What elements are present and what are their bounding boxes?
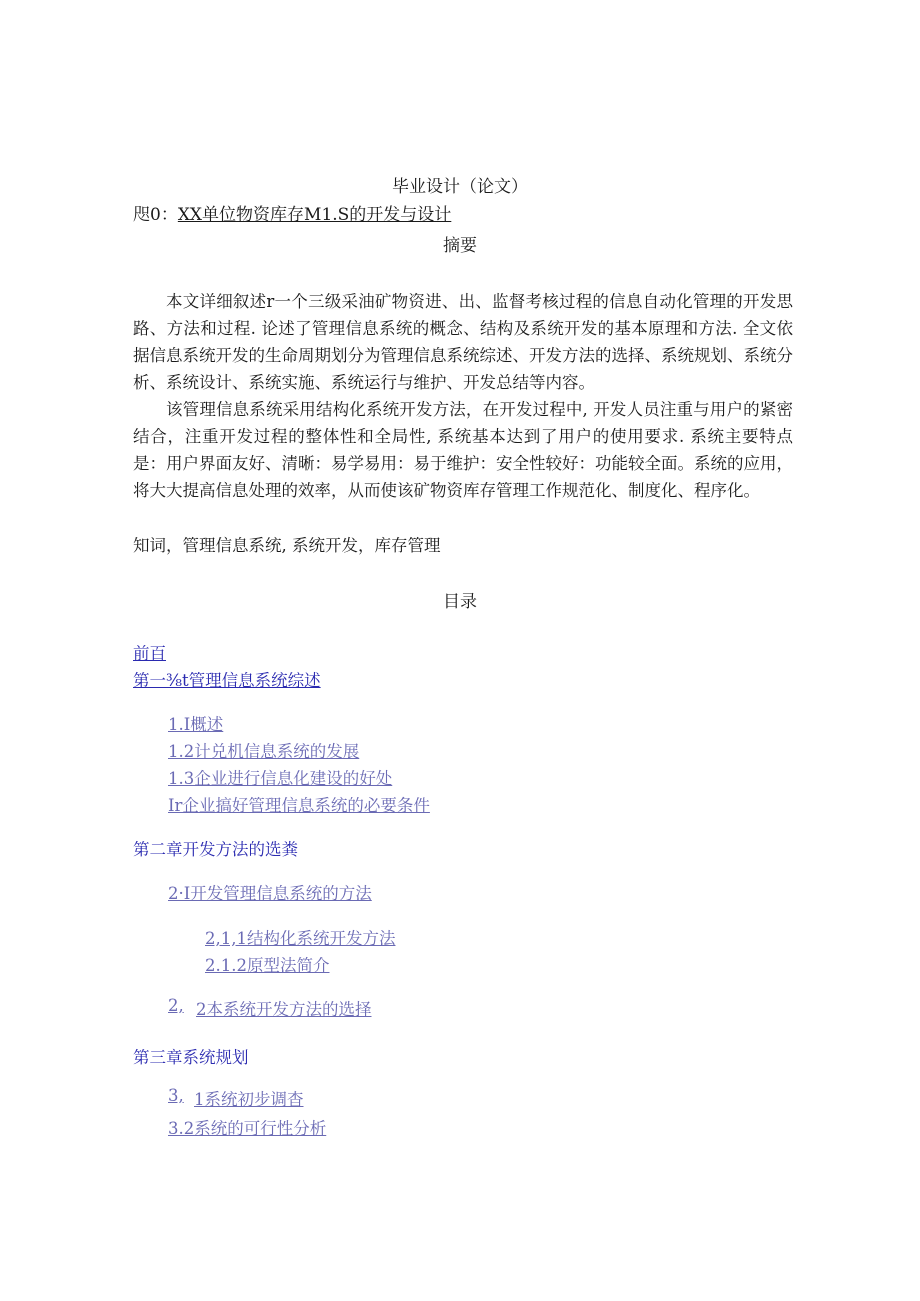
toc-link-2-1-1[interactable]: 2,1,1结构化系统开发方法 [205, 929, 396, 948]
toc-link-3-1[interactable]: 1系统初步调杳 [194, 1090, 304, 1109]
abstract-paragraph-2: 该管理信息系统采用结构化系统开发方法，在开发过程中, 开发人员注重与用户的紧密结合，注重开发过程的整体性和全局性, 系统基本达到了用户的使用要求. 系统主要特点是：用户界面友好、清晰：易学易用：易于维护：安全性较好：功能较全面。系统的应用，将大大提高信息处理的效率，从而使该矿物资库存管理工作规范化、制度化、程序化。 [133, 400, 793, 500]
toc-heading: 目录 [443, 592, 477, 612]
toc-link-1-2[interactable]: 1.2计兑机信息系统的发展 [168, 742, 360, 761]
toc-link-chapter-3[interactable]: 第三章系统规划 [133, 1048, 249, 1067]
document-title: 毕业设计（论文） [392, 177, 528, 197]
abstract-heading: 摘要 [443, 236, 477, 256]
toc-link-2-1[interactable]: 2·I开发管理信息系统的方法 [168, 884, 372, 903]
toc-link-1-3[interactable]: 1.3企业进行信息化建设的好处 [168, 769, 393, 788]
keywords: 知词，管理信息系统, 系统开发，库存管理 [133, 536, 441, 555]
toc-link-preface[interactable]: 前百 [133, 644, 166, 663]
toc-link-chapter-1[interactable]: 第一⅜t管理信息系统综述 [133, 671, 321, 690]
toc-link-3-1-number[interactable]: 3, [168, 1086, 184, 1105]
abstract-paragraph-1: 本文详细叙述r一个三级采油矿物资进、出、监督考核过程的信息自动化管理的开发思路、方法和过程. 论述了管理信息系统的概念、结构及系统开发的基本原理和方法. 全文依据信息系统开发的生命周期划分为管理信息系统综述、开发方法的选择、系统规划、系统分析、系统设计、系统实施、系统运行与维护、开发总结等内容。 [133, 292, 793, 392]
toc-link-2-2-number[interactable]: 2, [168, 996, 184, 1015]
topic-prefix: 咫0： [133, 205, 178, 225]
toc-link-1-1[interactable]: 1.I概述 [168, 715, 224, 734]
thesis-topic [133, 200, 451, 225]
toc-link-2-1-2[interactable]: 2.1.2原型法简介 [205, 956, 330, 975]
topic-text: XX单位物资库存M1.S的开发与设计 [177, 205, 452, 225]
toc-link-2-2[interactable]: 2本系统开发方法的选择 [196, 1000, 372, 1019]
toc-link-3-2[interactable]: 3.2系统的可行性分析 [168, 1119, 327, 1138]
toc-link-1-4[interactable]: Ir企业搞好管理信息系统的必要条件 [168, 796, 430, 815]
toc-link-chapter-2[interactable]: 第二章开发方法的选粪 [133, 840, 298, 859]
